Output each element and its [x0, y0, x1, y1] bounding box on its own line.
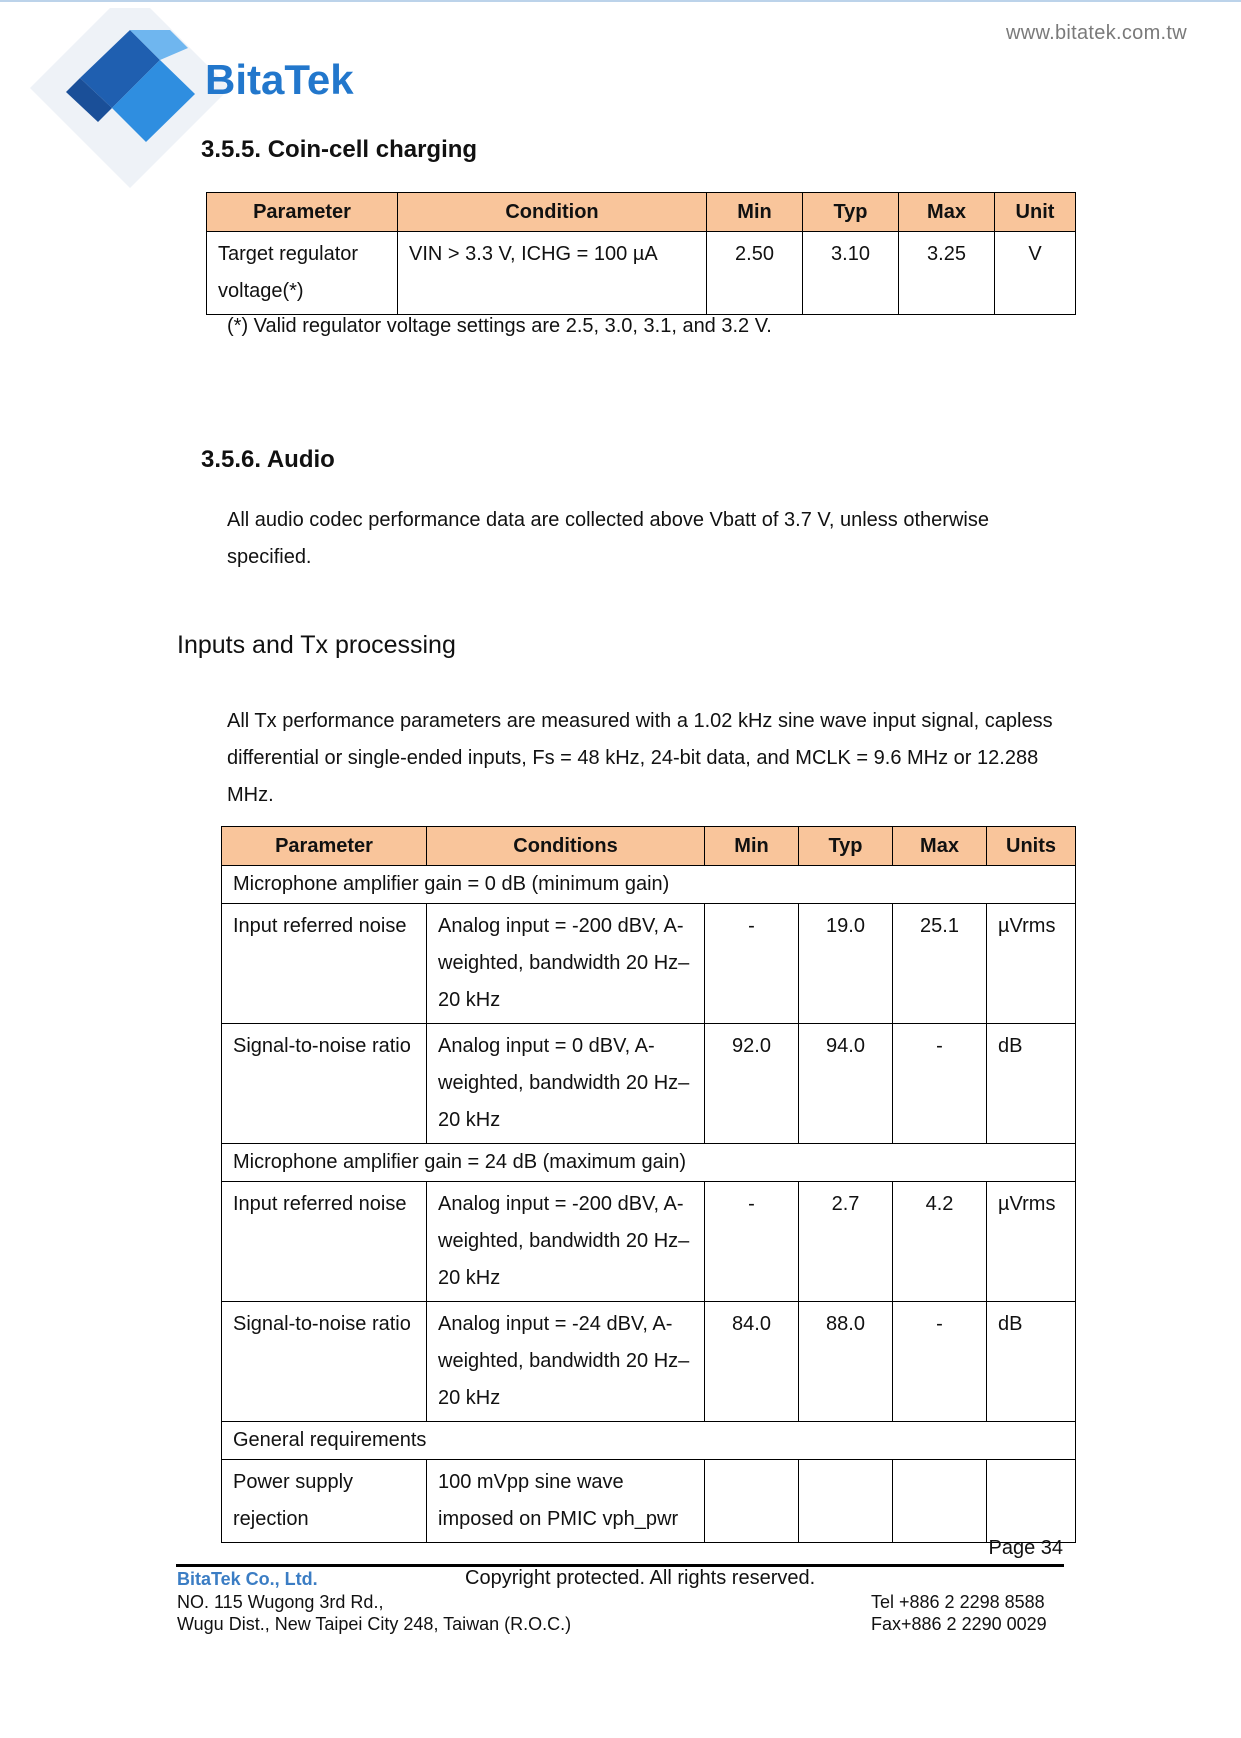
footer-copyright: Copyright protected. All rights reserved.	[465, 1567, 816, 1589]
cell-unit: dB	[987, 1302, 1076, 1422]
cell-max: 4.2	[893, 1182, 987, 1302]
table-group-row	[222, 1422, 1076, 1460]
column-header: Unit	[995, 193, 1076, 232]
cell-unit	[987, 1460, 1076, 1543]
table-header-row	[222, 827, 1076, 866]
coin-cell-table	[206, 192, 1076, 315]
audio-intro-paragraph: All audio codec performance data are collected above Vbatt of 3.7 V, unless otherwise specified.	[227, 509, 989, 568]
table-row	[222, 1024, 1076, 1144]
column-header: Units	[987, 827, 1076, 866]
cell-condition: VIN > 3.3 V, ICHG = 100 µA	[398, 232, 707, 315]
group-label: Microphone amplifier gain = 24 dB (maximum gain)	[222, 1144, 1076, 1182]
footer-address-line1: NO. 115 Wugong 3rd Rd.,	[177, 1592, 384, 1612]
cell-parameter: Power supply rejection	[222, 1460, 427, 1543]
section-356-title: 3.5.6. Audio	[201, 446, 335, 473]
section-355-title: 3.5.5. Coin-cell charging	[201, 136, 478, 163]
cell-typ	[799, 1460, 893, 1543]
table-row	[222, 1302, 1076, 1422]
cell-unit: µVrms	[987, 904, 1076, 1024]
cell-unit: dB	[987, 1024, 1076, 1144]
cell-min: -	[705, 1182, 799, 1302]
svg-text:BitaTek: BitaTek	[205, 56, 354, 103]
page-number: Page 34	[988, 1537, 1063, 1559]
cell-unit: V	[995, 232, 1076, 315]
footer-company: BitaTek Co., Ltd.	[177, 1569, 318, 1589]
cell-parameter: Signal-to-noise ratio	[222, 1024, 427, 1144]
audio-tx-table	[221, 826, 1076, 1543]
table-row	[222, 1460, 1076, 1543]
tx-paragraph: All Tx performance parameters are measured with a 1.02 kHz sine wave input signal, capless differential or single-ended inputs, Fs = 48 kHz, 24-bit data, and MCLK = 9.6 MHz or 12.288 MHz.	[227, 710, 1053, 806]
cell-max	[893, 1460, 987, 1543]
table-header-row	[207, 193, 1076, 232]
cell-condition: Analog input = -200 dBV, A-weighted, bandwidth 20 Hz–20 kHz	[427, 904, 705, 1024]
cell-min: 2.50	[707, 232, 803, 315]
column-header: Parameter	[222, 827, 427, 866]
group-label: Microphone amplifier gain = 0 dB (minimum gain)	[222, 866, 1076, 904]
cell-max: -	[893, 1302, 987, 1422]
column-header: Conditions	[427, 827, 705, 866]
cell-condition: Analog input = -24 dBV, A-weighted, bandwidth 20 Hz–20 kHz	[427, 1302, 705, 1422]
column-header: Typ	[803, 193, 899, 232]
cell-condition: Analog input = -200 dBV, A-weighted, bandwidth 20 Hz–20 kHz	[427, 1182, 705, 1302]
table-row	[222, 904, 1076, 1024]
cell-min: -	[705, 904, 799, 1024]
column-header: Condition	[398, 193, 707, 232]
column-header: Max	[899, 193, 995, 232]
website-url: www.bitatek.com.tw	[1005, 22, 1187, 44]
footer-fax: Fax+886 2 2290 0029	[871, 1614, 1047, 1634]
header-top-line	[0, 0, 1241, 2]
cell-parameter: Signal-to-noise ratio	[222, 1302, 427, 1422]
column-header: Min	[705, 827, 799, 866]
footer-tel: Tel +886 2 2298 8588	[871, 1592, 1045, 1612]
cell-typ: 2.7	[799, 1182, 893, 1302]
cell-condition: Analog input = 0 dBV, A-weighted, bandwidth 20 Hz–20 kHz	[427, 1024, 705, 1144]
cell-typ: 94.0	[799, 1024, 893, 1144]
cell-unit: µVrms	[987, 1182, 1076, 1302]
cell-parameter: Input referred noise	[222, 904, 427, 1024]
cell-min: 84.0	[705, 1302, 799, 1422]
table-footnote: (*) Valid regulator voltage settings are 2.5, 3.0, 3.1, and 3.2 V.	[227, 315, 772, 337]
cell-parameter: Target regulator voltage(*)	[207, 232, 398, 315]
cell-min	[705, 1460, 799, 1543]
cell-typ: 3.10	[803, 232, 899, 315]
column-header: Typ	[799, 827, 893, 866]
cell-typ: 19.0	[799, 904, 893, 1024]
column-header: Parameter	[207, 193, 398, 232]
table-row	[207, 232, 1076, 315]
footer-address-line2: Wugu Dist., New Taipei City 248, Taiwan (R.O.C.)	[177, 1614, 572, 1634]
table-group-row	[222, 1144, 1076, 1182]
column-header: Max	[893, 827, 987, 866]
cell-max: 3.25	[899, 232, 995, 315]
cell-typ: 88.0	[799, 1302, 893, 1422]
cell-min: 92.0	[705, 1024, 799, 1144]
cell-condition: 100 mVpp sine wave imposed on PMIC vph_pwr	[427, 1460, 705, 1543]
cell-parameter: Input referred noise	[222, 1182, 427, 1302]
table-row	[222, 1182, 1076, 1302]
cell-max: 25.1	[893, 904, 987, 1024]
table-group-row	[222, 866, 1076, 904]
inputs-subheading: Inputs and Tx processing	[177, 631, 456, 659]
group-label: General requirements	[222, 1422, 1076, 1460]
column-header: Min	[707, 193, 803, 232]
cell-max: -	[893, 1024, 987, 1144]
